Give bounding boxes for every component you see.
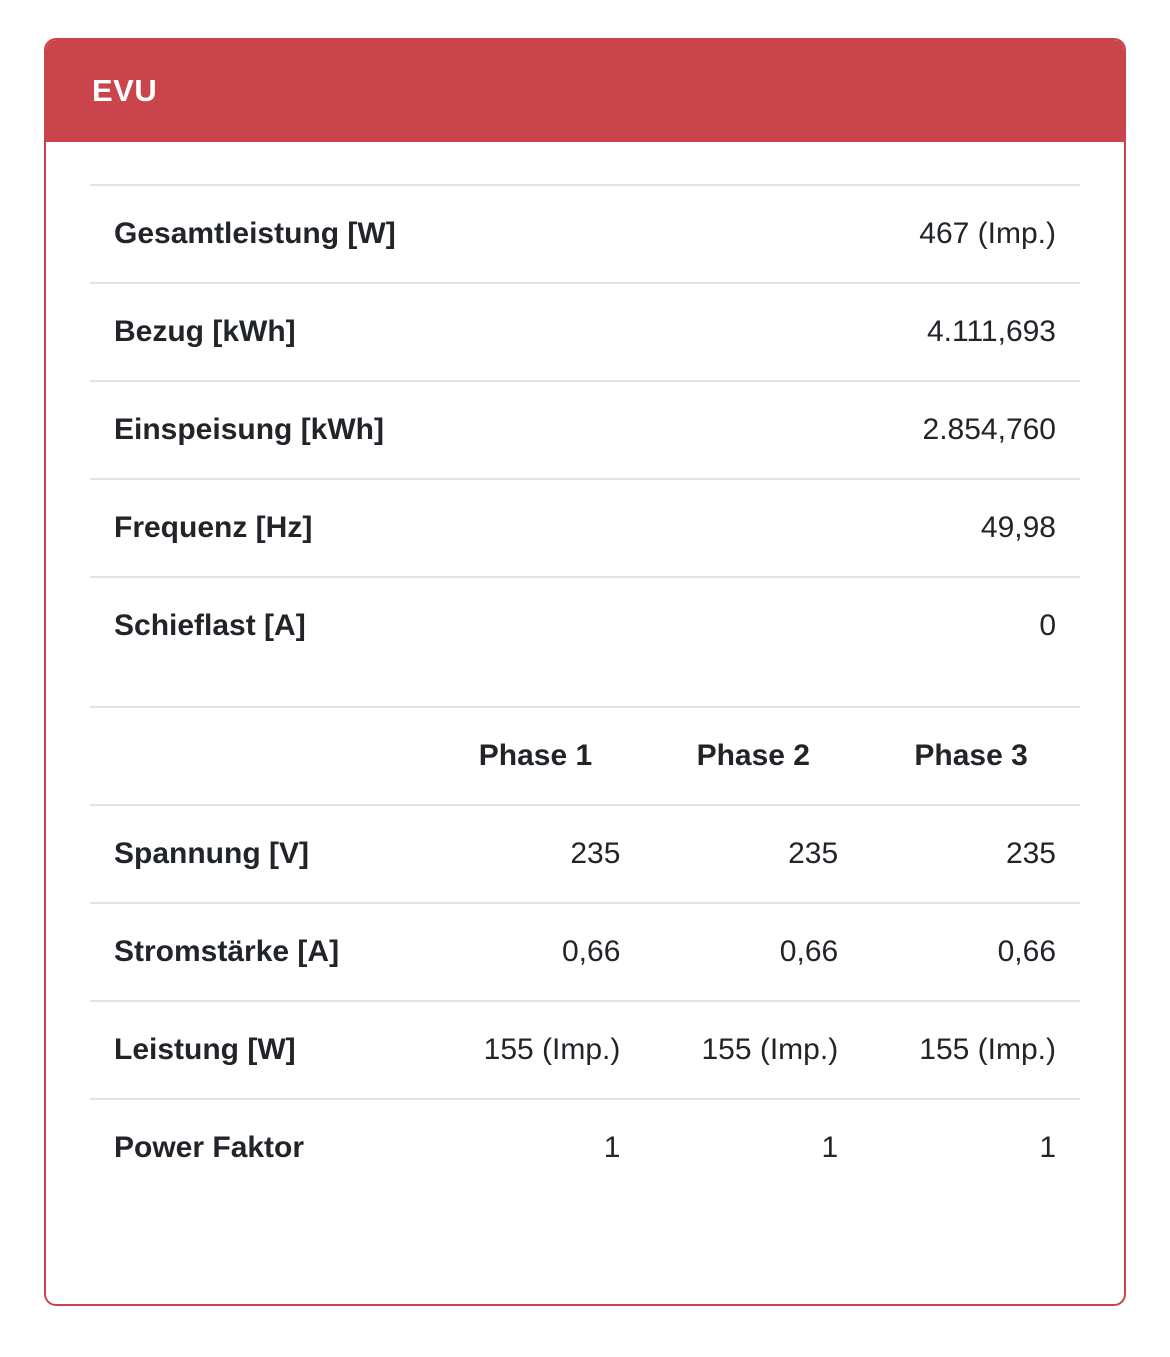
row-value: 49,98	[635, 479, 1081, 577]
phase-header-row	[90, 707, 1080, 805]
row-label: Gesamtleistung [W]	[90, 185, 635, 283]
corner-cell	[90, 707, 427, 805]
table-row	[90, 381, 1080, 479]
row-value: 467 (Imp.)	[635, 185, 1081, 283]
table-row	[90, 1001, 1080, 1099]
table-row	[90, 903, 1080, 1001]
row-label: Power Faktor	[90, 1099, 427, 1196]
row-value-phase-3: 1	[862, 1099, 1080, 1196]
col-header-phase-1: Phase 1	[427, 707, 645, 805]
row-value-phase-2: 235	[644, 805, 862, 903]
evu-card	[44, 38, 1126, 1306]
col-header-phase-3: Phase 3	[862, 707, 1080, 805]
row-label: Schieflast [A]	[90, 577, 635, 674]
phase-table	[90, 706, 1080, 1196]
table-row	[90, 185, 1080, 283]
card-title: EVU	[92, 73, 158, 108]
table-row	[90, 805, 1080, 903]
row-label: Stromstärke [A]	[90, 903, 427, 1001]
row-label: Spannung [V]	[90, 805, 427, 903]
row-value-phase-2: 1	[644, 1099, 862, 1196]
table-row	[90, 577, 1080, 674]
table-row	[90, 283, 1080, 381]
card-body	[46, 142, 1124, 1266]
row-value-phase-2: 155 (Imp.)	[644, 1001, 862, 1099]
row-value-phase-1: 155 (Imp.)	[427, 1001, 645, 1099]
row-value: 2.854,760	[635, 381, 1081, 479]
table-row	[90, 479, 1080, 577]
row-label: Leistung [W]	[90, 1001, 427, 1099]
row-value-phase-3: 155 (Imp.)	[862, 1001, 1080, 1099]
row-value-phase-1: 235	[427, 805, 645, 903]
card-header	[46, 40, 1124, 142]
table-row	[90, 1099, 1080, 1196]
row-value: 0	[635, 577, 1081, 674]
row-value: 4.111,693	[635, 283, 1081, 381]
row-label: Einspeisung [kWh]	[90, 381, 635, 479]
col-header-phase-2: Phase 2	[644, 707, 862, 805]
row-value-phase-3: 235	[862, 805, 1080, 903]
row-value-phase-2: 0,66	[644, 903, 862, 1001]
row-value-phase-1: 0,66	[427, 903, 645, 1001]
summary-table	[90, 184, 1080, 674]
row-value-phase-1: 1	[427, 1099, 645, 1196]
row-label: Bezug [kWh]	[90, 283, 635, 381]
row-value-phase-3: 0,66	[862, 903, 1080, 1001]
row-label: Frequenz [Hz]	[90, 479, 635, 577]
